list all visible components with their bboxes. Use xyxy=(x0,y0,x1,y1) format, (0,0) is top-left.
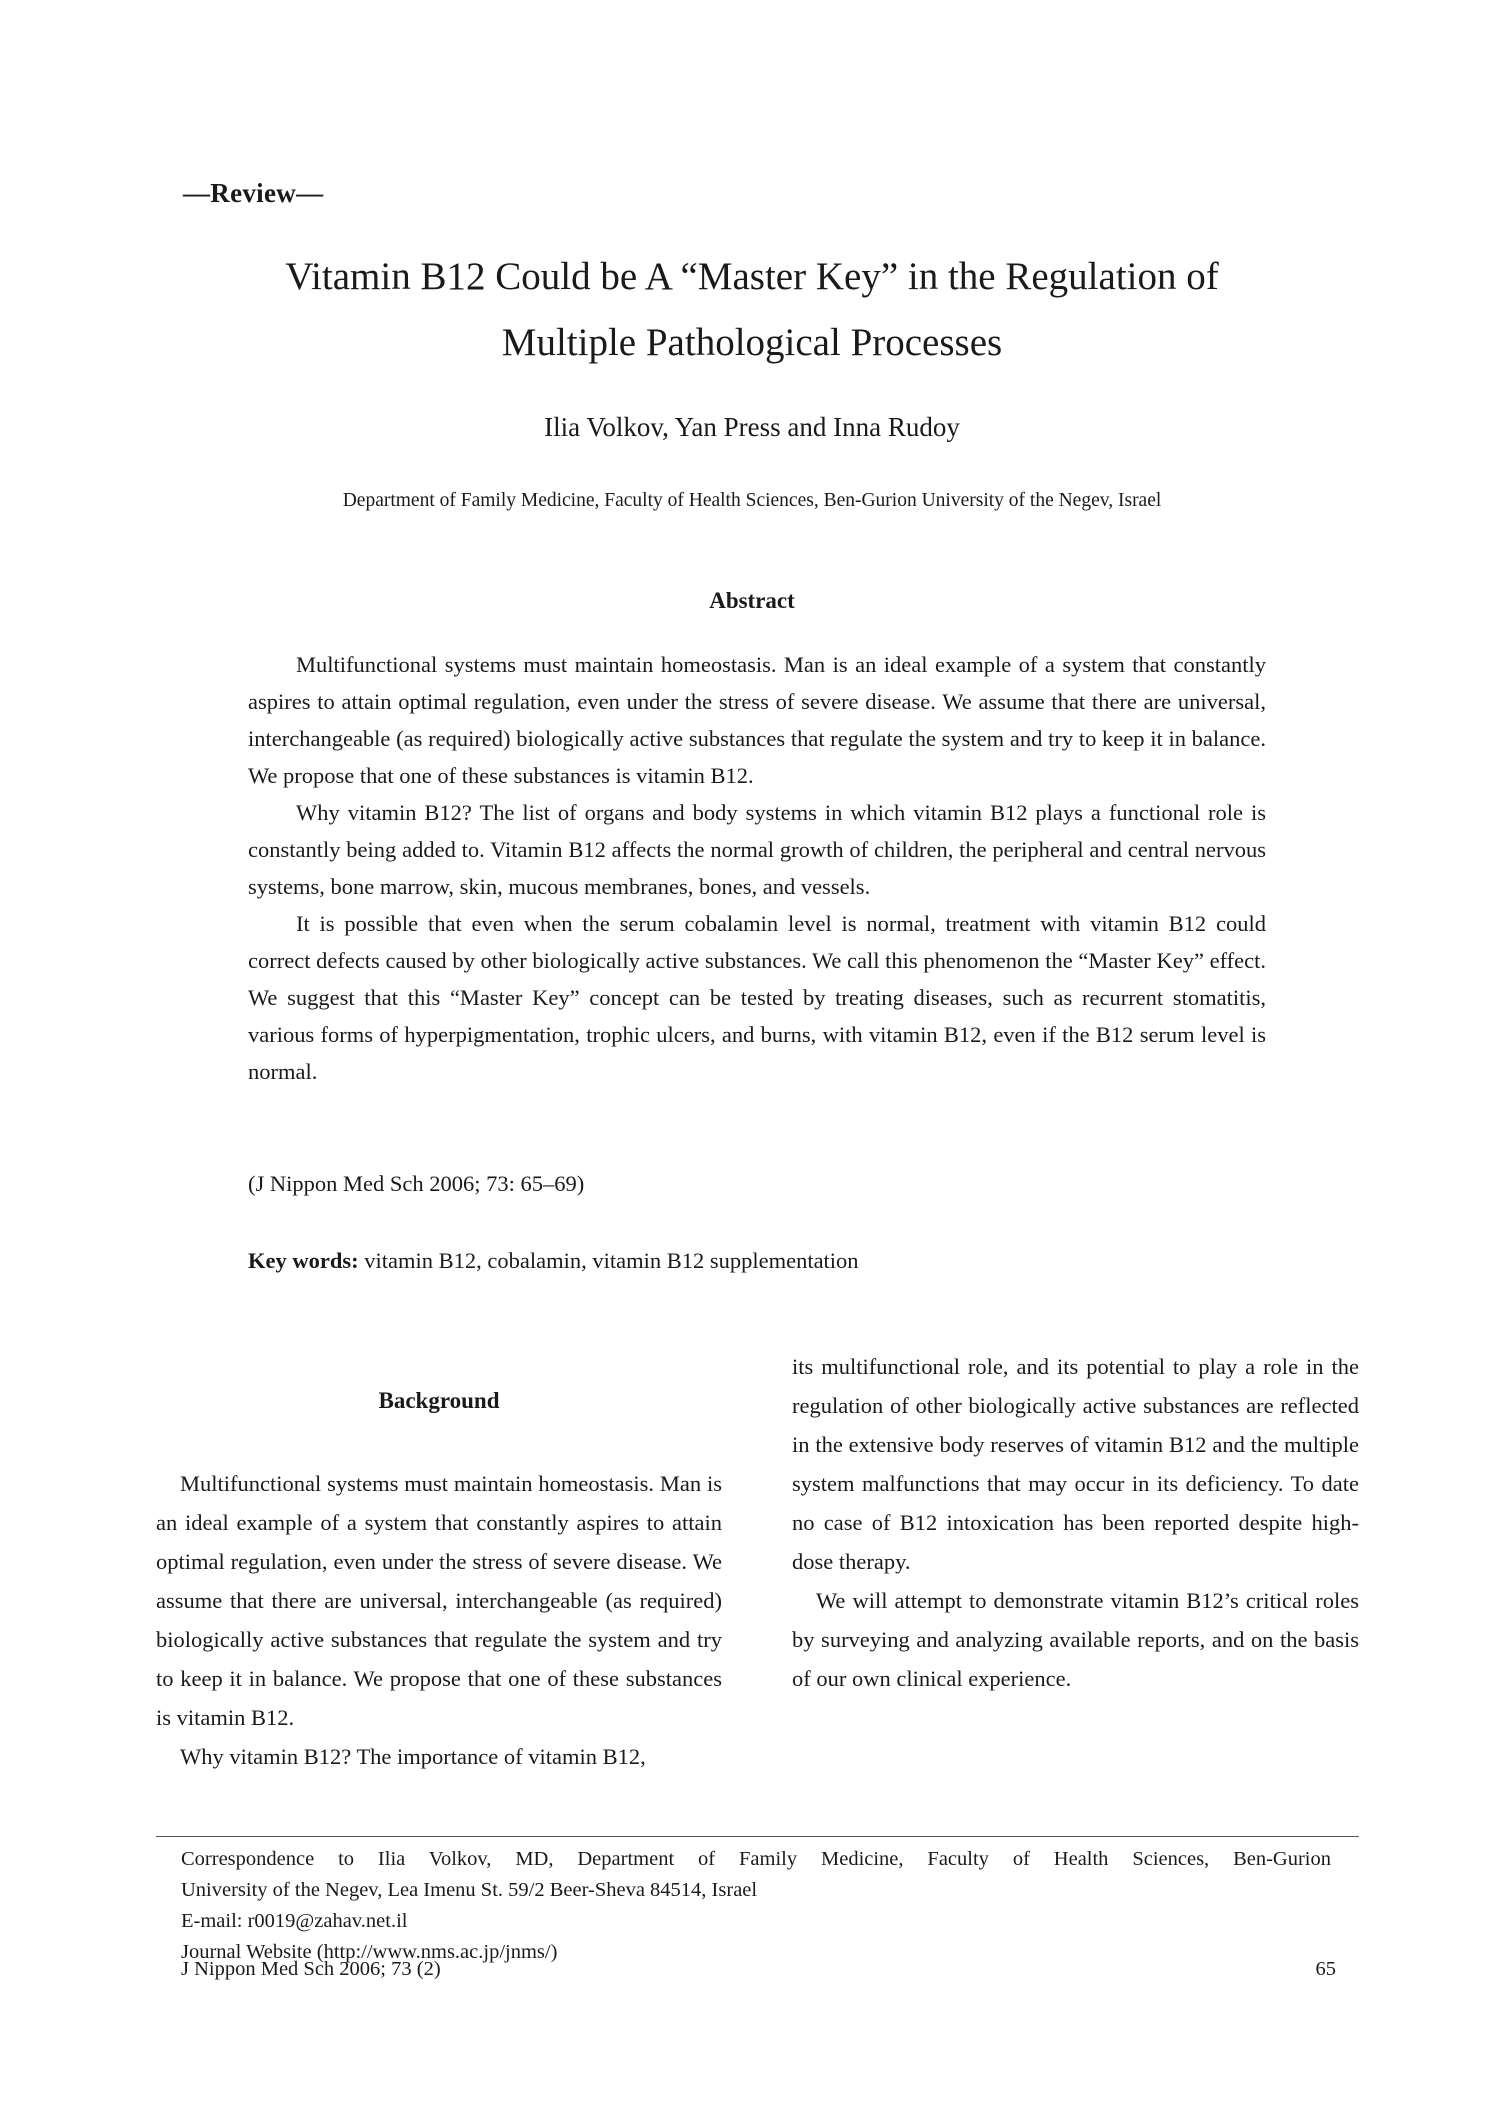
body-paragraph-continuation: its multifunctional role, and its potential to play a role in the regulation of other biologically active substances are reflected in the extensive body reserves of vitamin B12 and the multiple system malfunctions that may occur in its deficiency. To date no case of B12 intoxication has been reported despite high-dose therapy. xyxy=(792,1354,1359,1574)
journal-website: Journal Website (http://www.nms.ac.jp/jnms/) xyxy=(181,1941,558,1963)
body-paragraph: Multifunctional systems must maintain homeostasis. Man is an ideal example of a system that constantly aspires to attain optimal regulation, even under the stress of severe disease. We assume that there are universal, interchangeable (as required) biologically active substances that regulate the system and try to keep it in balance. We propose that one of these substances is vitamin B12. xyxy=(156,1471,722,1730)
keywords xyxy=(248,1242,859,1279)
section-label: —Review— xyxy=(183,178,324,208)
abstract-paragraph: Multifunctional systems must maintain homeostasis. Man is an ideal example of a system that constantly aspires to attain optimal regulation, even under the stress of severe disease. We assume that there are universal, interchangeable (as required) biologically active substances that regulate the system and try to keep it in balance. We propose that one of these substances is vitamin B12. xyxy=(248,652,1266,788)
keywords-label: Key words: xyxy=(248,1248,359,1273)
body-column-left xyxy=(156,1464,722,1776)
footnote-divider xyxy=(156,1836,1359,1837)
email: E-mail: r0019@zahav.net.il xyxy=(181,1910,408,1932)
title-line-1: Vitamin B12 Could be A “Master Key” in the Regulation of xyxy=(285,255,1219,298)
abstract-body xyxy=(248,646,1266,1090)
correspondence-line: Correspondence to Ilia Volkov, MD, Department of Family Medicine, Faculty of Health Sciences, Ben-Gurion xyxy=(181,1848,1331,1870)
authors: Ilia Volkov, Yan Press and Inna Rudoy xyxy=(544,412,960,442)
title-line-2: Multiple Pathological Processes xyxy=(501,321,1003,364)
abstract-heading: Abstract xyxy=(709,588,795,613)
affiliation: Department of Family Medicine, Faculty of Health Sciences, Ben-Gurion University of the Negev, Israel xyxy=(342,490,1162,511)
abstract-paragraph: It is possible that even when the serum cobalamin level is normal, treatment with vitamin B12 could correct defects caused by other biologically active substances. We call this phenomenon the “Master Key” effect. We suggest that this “Master Key” concept can be tested by treating diseases, such as recurrent stomatitis, various forms of hyperpigmentation, trophic ulcers, and burns, with vitamin B12, even if the B12 serum level is normal. xyxy=(248,911,1266,1084)
journal-footer: J Nippon Med Sch 2006; 73 (2) xyxy=(181,1958,441,1980)
correspondence-line: University of the Negev, Lea Imenu St. 59/2 Beer-Sheva 84514, Israel xyxy=(181,1879,758,1901)
background-heading: Background xyxy=(378,1388,500,1413)
citation: (J Nippon Med Sch 2006; 73: 65–69) xyxy=(248,1171,585,1196)
body-paragraph: Why vitamin B12? The importance of vitamin B12, xyxy=(180,1744,646,1769)
keywords-text: vitamin B12, cobalamin, vitamin B12 supplementation xyxy=(358,1248,859,1273)
abstract-paragraph: Why vitamin B12? The list of organs and body systems in which vitamin B12 plays a functional role is constantly being added to. Vitamin B12 affects the normal growth of children, the peripheral and central nervous systems, bone marrow, skin, mucous membranes, bones, and vessels. xyxy=(248,800,1266,899)
body-paragraph: We will attempt to demonstrate vitamin B12’s critical roles by surveying and analyzing available reports, and on the basis of our own clinical experience. xyxy=(792,1588,1359,1691)
article-title xyxy=(150,244,1354,376)
page-number: 65 xyxy=(1315,1958,1336,1980)
body-column-right xyxy=(792,1347,1359,1698)
correspondence-footnote xyxy=(181,1844,1331,1968)
